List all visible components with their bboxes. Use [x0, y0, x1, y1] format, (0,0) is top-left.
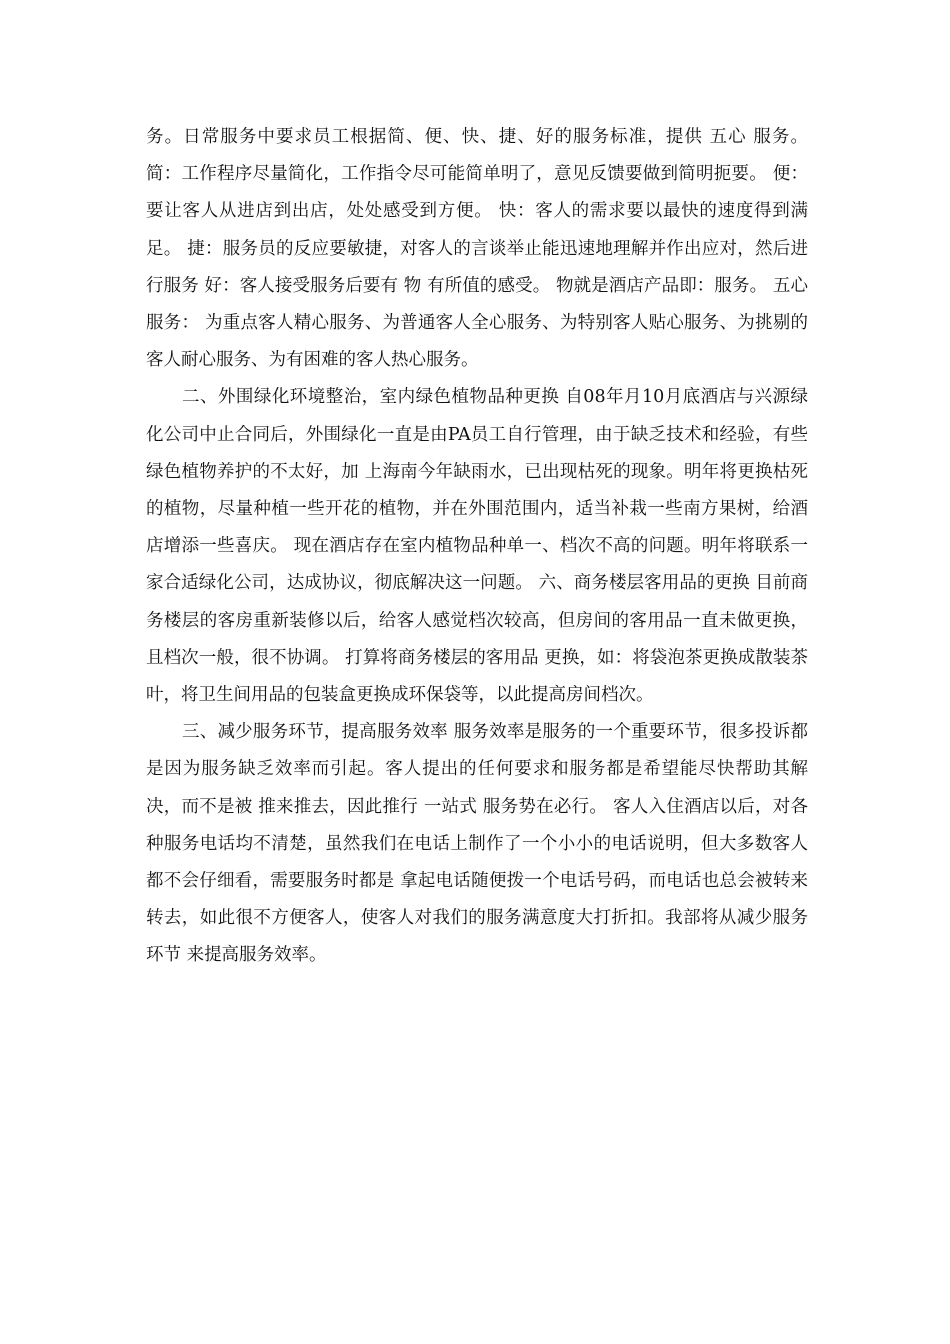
paragraph-service-efficiency: 三、减少服务环节，提高服务效率 服务效率是服务的一个重要环节，很多投诉都是因为服务缺乏效率而引起。客人提出的任何要求和服务都是希望能尽快帮助其解决，而不是被 推来推去，因此推行 一站式 服务势在必行。 客人入住酒店以后，对各种服务电话均不清楚，虽然我们在电话上制作了一个小小的电话说明，但大多数客人都不会仔细看，需要服务时都是 拿起电话随便拨一个电话号码，而电话也总会被转来转去，如此很不方便客人，使客人对我们的服务满意度大打折扣。我部将从减少服务环节 来提高服务效率。	[146, 722, 808, 966]
document-body	[146, 119, 808, 975]
paragraph-greening-and-amenities: 二、外围绿化环境整治，室内绿色植物品种更换 自08年月10月底酒店与兴源绿化公司中止合同后，外围绿化一直是由PA员工自行管理，由于缺乏技术和经验，有些绿色植物养护的不太好，加 上海南今年缺雨水，已出现枯死的现象。明年将更换枯死的植物，尽量种植一些开花的植物，并在外围范围内，适当补栽一些南方果树，给酒 店增添一些喜庆。 现在酒店存在室内植物品种单一、档次不高的问题。明年将联系一家合适绿化公司，达成协议，彻底解决这一问题。 六、商务楼层客用品的更换 目前商务楼层的客房重新装修以后，给客人感觉档次较高，但房间的客用品一直未做更换，且档次一般，很不协调。 打算将商务楼层的客用品 更换，如：将袋泡茶更换成散装茶叶，将卫生间用品的包装盒更换成环保袋等，以此提高房间档次。	[146, 387, 808, 706]
paragraph-service-standards: 务。日常服务中要求员工根据简、便、快、捷、好的服务标准，提供 五心 服务。 简：工作程序尽量简化，工作指令尽可能简单明了，意见反馈要做到简明扼要。 便：要让客人从进店到出店，处处感受到方便。 快：客人的需求要以最快的速度得到满足。 捷：服务员的反应要敏捷，对客人的言谈举止能迅速地理解并作出应对，然后进行服务 好：客人接受服务后要有 物 有所值的感受。 物就是酒店产品即：服务。 五心服务： 为重点客人精心服务、为普通客人全心服务、为特别客人贴心服务、为挑剔的客人耐心服务、为有困难的客人热心服务。	[146, 127, 808, 371]
